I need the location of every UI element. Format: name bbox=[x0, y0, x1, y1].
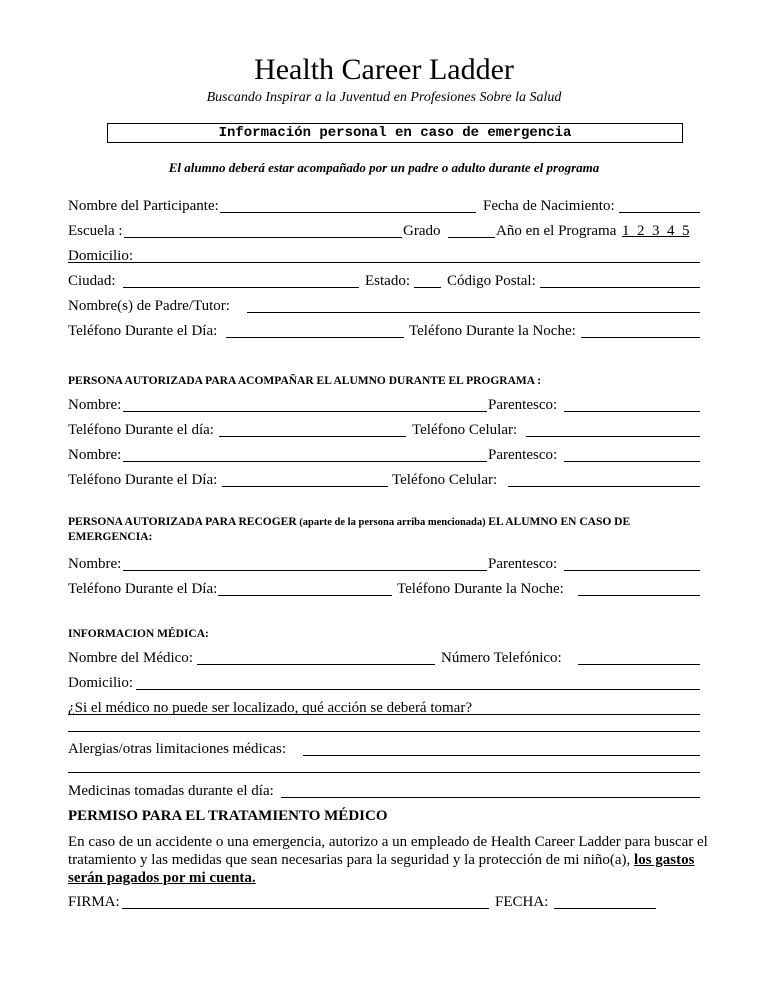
pickup-heading-end: EMERGENCIA: bbox=[68, 531, 153, 543]
zip-field[interactable] bbox=[540, 287, 700, 288]
section-box-title: Información personal en caso de emergencia bbox=[107, 123, 683, 143]
companion-heading: PERSONA AUTORIZADA PARA ACOMPAÑAR EL ALUMNO DURANTE EL PROGRAMA : bbox=[68, 375, 542, 387]
program-year-options[interactable]: 1 2 3 4 5 bbox=[622, 223, 690, 239]
supervision-notice: El alumno deberá estar acompañado por un padre o adulto durante el programa bbox=[168, 160, 600, 175]
companion-relation-field-1[interactable] bbox=[564, 411, 700, 412]
companion-relation-field-2[interactable] bbox=[564, 461, 700, 462]
doctor-unavailable-question: ¿Si el médico no puede ser localizado, qué acción se deberá tomar? bbox=[68, 700, 472, 716]
permission-emphasis: los gastos serán pagados por mi cuenta. bbox=[68, 852, 695, 886]
allergies-label: Alergias/otras limitaciones médicas: bbox=[68, 741, 286, 757]
medical-heading: INFORMACION MÉDICA: bbox=[68, 628, 209, 640]
pickup-night-phone-label: Teléfono Durante la Noche: bbox=[397, 581, 564, 597]
companion-relation-label-1: Parentesco: bbox=[488, 397, 558, 413]
night-phone-label: Teléfono Durante la Noche: bbox=[409, 323, 576, 339]
zip-label: Código Postal: bbox=[447, 273, 536, 289]
pickup-night-phone-field[interactable] bbox=[578, 595, 700, 596]
companion-name-label-1: Nombre: bbox=[68, 397, 122, 413]
doctor-name-field[interactable] bbox=[197, 664, 435, 665]
dob-label: Fecha de Nacimiento: bbox=[483, 198, 615, 214]
participant-name-field[interactable] bbox=[220, 212, 476, 213]
companion-day-phone-field-2[interactable] bbox=[222, 486, 388, 487]
permission-heading: PERMISO PARA EL TRATAMIENTO MÉDICO bbox=[68, 808, 388, 824]
pickup-heading-main: PERSONA AUTORIZADA PARA RECOGER bbox=[68, 516, 297, 528]
form-title: Health Career Ladder bbox=[254, 53, 514, 86]
parent-name-label: Nombre(s) de Padre/Tutor: bbox=[68, 298, 230, 314]
form-subtitle: Buscando Inspirar a la Juventud en Profesiones Sobre la Salud bbox=[206, 90, 562, 105]
pickup-day-phone-label: Teléfono Durante el Día: bbox=[68, 581, 218, 597]
grade-field[interactable] bbox=[448, 237, 495, 238]
pickup-day-phone-field[interactable] bbox=[218, 595, 392, 596]
companion-name-label-2: Nombre: bbox=[68, 447, 122, 463]
doctor-phone-label: Número Telefónico: bbox=[441, 650, 562, 666]
companion-day-phone-label-2: Teléfono Durante el Día: bbox=[68, 472, 218, 488]
companion-day-phone-label-1: Teléfono Durante el día: bbox=[68, 422, 214, 438]
pickup-relation-label: Parentesco: bbox=[488, 556, 558, 572]
companion-day-phone-field-1[interactable] bbox=[219, 436, 406, 437]
pickup-heading-tail: EL ALUMNO EN CASO DE bbox=[488, 516, 631, 528]
doctor-name-label: Nombre del Médico: bbox=[68, 650, 193, 666]
doctor-address-label: Domicilio: bbox=[68, 675, 133, 691]
parent-name-field[interactable] bbox=[247, 312, 700, 313]
day-phone-field[interactable] bbox=[226, 337, 404, 338]
companion-cell-label-1: Teléfono Celular: bbox=[412, 422, 518, 438]
pickup-relation-field[interactable] bbox=[564, 570, 700, 571]
school-label: Escuela : bbox=[68, 223, 123, 239]
doctor-unavailable-field-2[interactable] bbox=[68, 731, 700, 732]
city-label: Ciudad: bbox=[68, 273, 116, 289]
companion-cell-field-1[interactable] bbox=[526, 436, 700, 437]
state-label: Estado: bbox=[365, 273, 410, 289]
permission-text bbox=[68, 833, 708, 887]
pickup-heading-note: (aparte de la persona arriba mencionada) bbox=[296, 517, 489, 528]
allergies-field-2[interactable] bbox=[68, 772, 700, 773]
grade-label: Grado bbox=[403, 223, 441, 239]
permission-body: En caso de un accidente o una emergencia, autorizo a un empleado de Health Career Ladder para buscar el tratamiento y las medidas que sean necesarias para la seguridad y la protección de mi niño(a), bbox=[68, 834, 708, 868]
medications-label: Medicinas tomadas durante el día: bbox=[68, 783, 274, 799]
day-phone-label: Teléfono Durante el Día: bbox=[68, 323, 218, 339]
medications-field[interactable] bbox=[281, 797, 700, 798]
signature-field[interactable] bbox=[122, 908, 489, 909]
date-field[interactable] bbox=[554, 908, 656, 909]
signature-label: FIRMA: bbox=[68, 894, 120, 910]
address-label: Domicilio: bbox=[68, 248, 133, 264]
state-field[interactable] bbox=[414, 287, 441, 288]
program-year-label: Año en el Programa bbox=[496, 223, 617, 239]
date-label: FECHA: bbox=[495, 894, 549, 910]
companion-cell-label-2: Teléfono Celular: bbox=[392, 472, 498, 488]
pickup-name-label: Nombre: bbox=[68, 556, 122, 572]
companion-relation-label-2: Parentesco: bbox=[488, 447, 558, 463]
companion-cell-field-2[interactable] bbox=[508, 486, 700, 487]
pickup-name-field[interactable] bbox=[123, 570, 487, 571]
allergies-field-1[interactable] bbox=[303, 755, 700, 756]
dob-field[interactable] bbox=[619, 212, 700, 213]
night-phone-field[interactable] bbox=[581, 337, 700, 338]
pickup-heading bbox=[68, 515, 708, 544]
companion-name-field-1[interactable] bbox=[123, 411, 487, 412]
city-field[interactable] bbox=[123, 287, 359, 288]
doctor-unavailable-field-1[interactable] bbox=[68, 714, 700, 715]
address-field[interactable] bbox=[68, 262, 700, 263]
participant-name-label: Nombre del Participante: bbox=[68, 198, 219, 214]
doctor-address-field[interactable] bbox=[136, 689, 700, 690]
school-field[interactable] bbox=[124, 237, 402, 238]
doctor-phone-field[interactable] bbox=[578, 664, 700, 665]
companion-name-field-2[interactable] bbox=[123, 461, 487, 462]
